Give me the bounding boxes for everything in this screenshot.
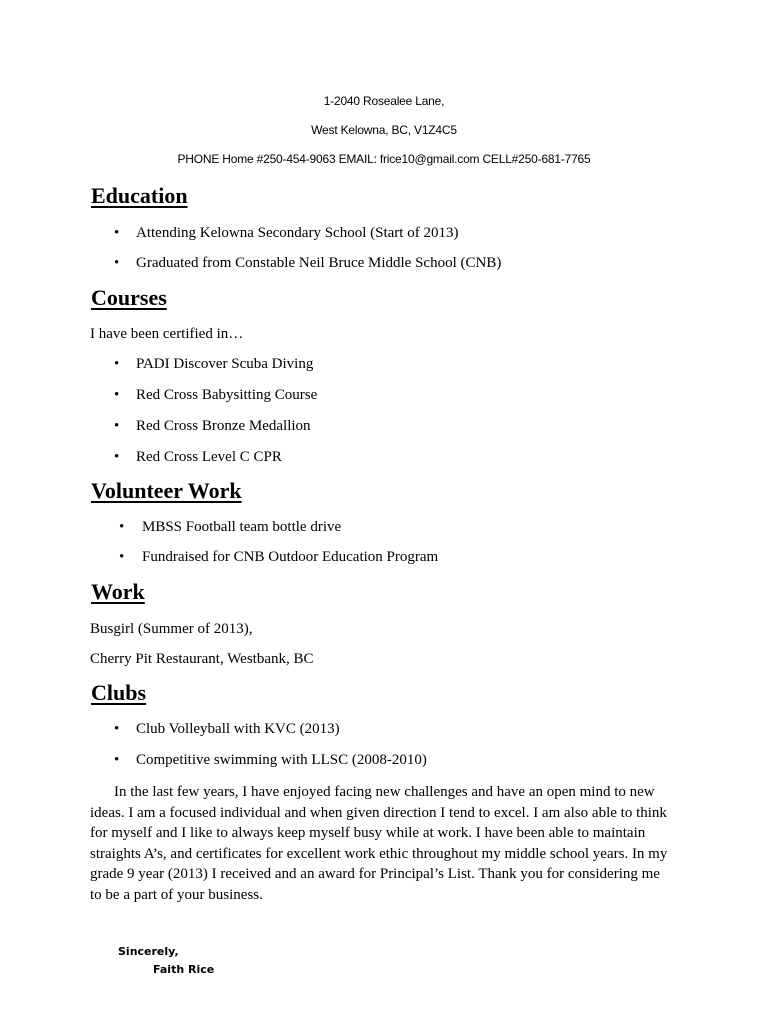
work-line-2: Cherry Pit Restaurant, Westbank, BC: [90, 651, 314, 667]
course-item-1: PADI Discover Scuba Diving: [136, 356, 314, 372]
bullet-icon: •: [119, 549, 125, 565]
contact-phone-email-line: PHONE Home #250-454-9063 EMAIL: frice10@gmail.com CELL#250-681-7765: [177, 152, 591, 166]
paragraph-line: grade 9 year (2013) I received and an award for Principal’s List. Thank you for considering me: [90, 866, 660, 883]
course-item-3: Red Cross Bronze Medallion: [136, 418, 311, 434]
paragraph-line: for myself and I like to always keep myself busy while at work. I have been able to maintain: [90, 825, 646, 842]
club-item-2: Competitive swimming with LLSC (2008-2010): [136, 752, 427, 768]
courses-intro: I have been certified in…: [90, 326, 244, 342]
paragraph-line: In the last few years, I have enjoyed facing new challenges and have an open mind to new: [114, 784, 655, 800]
bullet-icon: •: [114, 255, 120, 271]
work-line-1: Busgirl (Summer of 2013),: [90, 621, 253, 637]
address-line-1: 1-2040 Rosealee Lane,: [323, 94, 445, 108]
closing-paragraph: [90, 782, 690, 906]
bullet-icon: •: [114, 721, 120, 737]
education-item-2: Graduated from Constable Neil Bruce Middle School (CNB): [136, 255, 502, 271]
paragraph-line: to be a part of your business.: [90, 886, 263, 903]
bullet-icon: •: [114, 752, 120, 768]
work-heading: Work: [91, 579, 145, 604]
paragraph-line: ideas. I am a focused individual and when given direction I tend to excel. I am also able to think: [90, 804, 667, 821]
bullet-icon: •: [119, 519, 125, 535]
bullet-icon: •: [114, 449, 120, 465]
bullet-icon: •: [114, 418, 120, 434]
signature-name: Faith Rice: [153, 963, 215, 976]
paragraph-line: straights A’s, and certificates for excellent work ethic throughout my middle school years. In my: [90, 845, 668, 862]
address-line-2: West Kelowna, BC, V1Z4C5: [311, 123, 457, 137]
course-item-2: Red Cross Babysitting Course: [136, 387, 318, 403]
club-item-1: Club Volleyball with KVC (2013): [136, 721, 340, 737]
bullet-icon: •: [114, 356, 120, 372]
volunteer-item-1: MBSS Football team bottle drive: [142, 519, 342, 535]
course-item-4: Red Cross Level C CPR: [136, 449, 282, 465]
bullet-icon: •: [114, 387, 120, 403]
clubs-heading: Clubs: [91, 680, 147, 705]
courses-heading: Courses: [91, 285, 167, 310]
bullet-icon: •: [114, 225, 120, 241]
signature-salutation: Sincerely,: [118, 945, 179, 958]
volunteer-heading: Volunteer Work: [91, 478, 242, 503]
volunteer-item-2: Fundraised for CNB Outdoor Education Program: [142, 549, 439, 565]
education-item-1: Attending Kelowna Secondary School (Start of 2013): [136, 225, 459, 241]
education-heading: Education: [91, 183, 188, 208]
